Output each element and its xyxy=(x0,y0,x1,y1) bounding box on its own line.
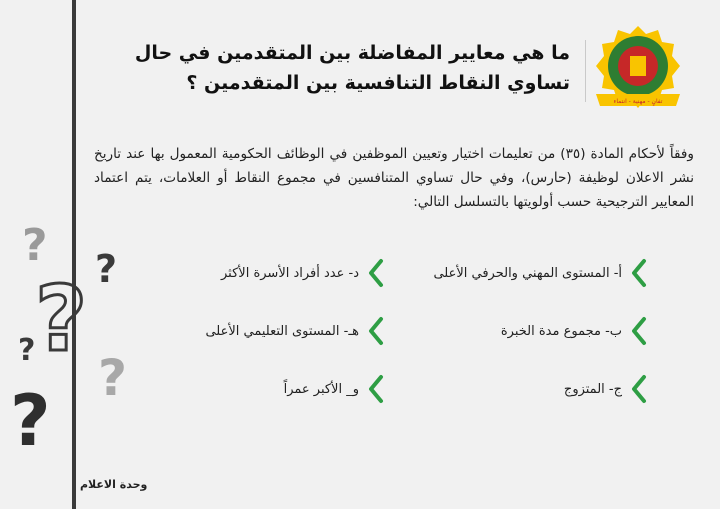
chevron-left-icon xyxy=(630,258,648,288)
footer-media-unit: وحدة الاعلام xyxy=(80,478,148,491)
svg-text:تفانٍ - مهنية - انتماء: تفانٍ - مهنية - انتماء xyxy=(613,98,663,105)
criterion-e xyxy=(205,316,385,346)
svg-text:?: ? xyxy=(35,267,88,372)
public-security-logo xyxy=(592,22,684,114)
criterion-c xyxy=(564,374,648,404)
svg-text:?: ? xyxy=(98,349,128,407)
criterion-a xyxy=(433,258,648,288)
title-separator xyxy=(585,40,586,102)
intro-paragraph: وفقاً لأحكام المادة (٣٥) من تعليمات اختيار وتعيين الموظفين في الوظائف الحكومية المعمول بها عند تاريخ نشر الاعلان لوظيفة (حارس)، وفي حال تساوي المتنافسين في مجموع النقاط أو العلامات، يتم اعتماد المعايير الترجيحية حسب أولويتها بالتسلسل التالي: xyxy=(94,146,694,210)
criterion-f-label: و_ الأكبر عمراً xyxy=(283,381,359,397)
criterion-a-label: أ- المستوى المهني والحرفي الأعلى xyxy=(433,265,622,281)
criterion-d xyxy=(221,258,385,288)
svg-text:?: ? xyxy=(22,220,48,271)
criterion-f xyxy=(284,374,385,404)
svg-text:?: ? xyxy=(95,247,118,291)
chevron-left-icon xyxy=(367,316,385,346)
criterion-c-label: ج- المتزوج xyxy=(563,381,622,397)
svg-text:?: ? xyxy=(18,333,36,368)
svg-text:?: ? xyxy=(10,380,51,460)
criterion-b xyxy=(501,316,648,346)
chevron-left-icon xyxy=(367,258,385,288)
page-title: ما هي معايير المفاضلة بين المتقدمين في حال تساوي النقاط التنافسية بين المتقدمين ؟ xyxy=(134,42,570,94)
criterion-d-label: د- عدد أفراد الأسرة الأكثر xyxy=(221,265,359,281)
criterion-b-label: ب- مجموع مدة الخبرة xyxy=(500,323,622,339)
chevron-left-icon xyxy=(630,374,648,404)
chevron-left-icon xyxy=(367,374,385,404)
criterion-e-label: هـ- المستوى التعليمي الأعلى xyxy=(205,323,359,339)
chevron-left-icon xyxy=(630,316,648,346)
question-marks-decoration xyxy=(0,220,150,460)
